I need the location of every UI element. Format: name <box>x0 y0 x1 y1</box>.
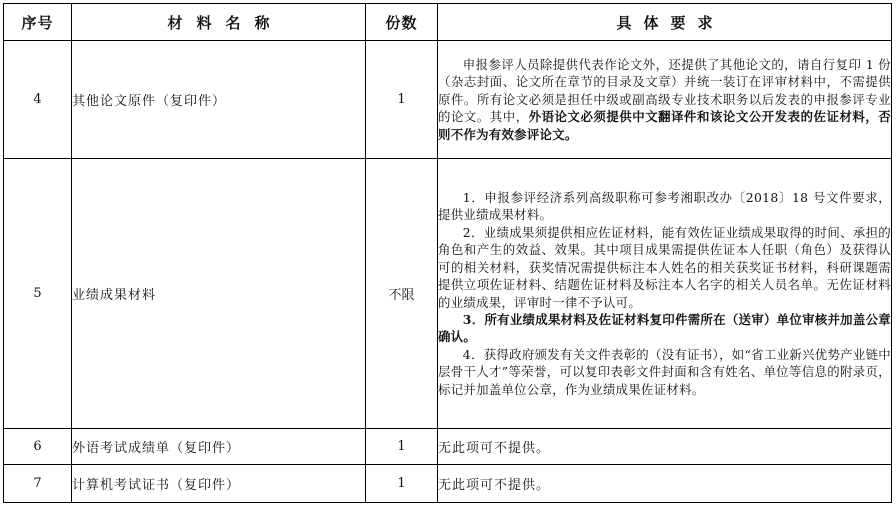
header-count: 份数 <box>366 4 438 41</box>
row-requirements: 无此项可不提供。 <box>438 429 892 465</box>
requirement-bold-text: 外语论文必须提供中文翻译件和该论文公开发表的佐证材料，否则不作为有效参评论文。 <box>438 109 891 142</box>
header-seq: 序号 <box>4 4 72 41</box>
row-seq: 6 <box>4 429 72 465</box>
requirement-bold-text: 3．所有业绩成果材料及佐证材料复印件需所在（送审）单位审核并加盖公章确认。 <box>438 311 891 345</box>
row-name: 其他论文原件（复印件） <box>72 41 366 159</box>
header-name: 材料名称 <box>72 4 366 41</box>
requirement-item-3 <box>438 311 891 346</box>
requirement-text: 申报参评人员除提供代表作论文外，还提供了其他论文的，请自行复印 1 份（杂志封面、论文所在章节的目录及文章）并统一装订在评审材料中，不需提供原件。所有论文必须是担任中级或副高级专业技术职务以后发表的申报参评专业的论文。其中， <box>438 56 891 125</box>
requirement-item-2: 2．业绩成果须提供相应佐证材料，能有效佐证业绩成果取得的时间、承担的角色和产生的效益、效果。其中项目成果需提供佐证本人任职（角色）及获得认可的相关材料，获奖情况需提供标注本人姓名的相关获奖证书材料，科研课题需提供立项佐证材料、结题佐证材料及标注本人名字的相关人员名单。无佐证材料的业绩成果，评审时一律不予认可。 <box>438 224 891 310</box>
row-count: 1 <box>366 429 438 465</box>
table-row <box>4 41 892 159</box>
row-name: 外语考试成绩单（复印件） <box>72 429 366 465</box>
requirement-item-4: 4．获得政府颁发有关文件表彰的（没有证书），如“省工业新兴优势产业链中层骨干人才”等荣誉，可以复印表彰文件封面和含有姓名、单位等信息的附录页，标记并加盖单位公章，作为业绩成果佐证材料。 <box>438 346 891 397</box>
row-count: 1 <box>366 465 438 503</box>
requirement-paragraph <box>438 56 891 143</box>
table-row <box>4 429 892 465</box>
row-count: 1 <box>366 41 438 159</box>
row-count: 不限 <box>366 159 438 429</box>
row-seq: 5 <box>4 159 72 429</box>
row-requirements <box>438 41 892 159</box>
row-requirements <box>438 159 892 429</box>
row-seq: 4 <box>4 41 72 159</box>
materials-table <box>3 3 892 503</box>
header-requirements: 具体要求 <box>438 4 892 41</box>
table-row <box>4 159 892 429</box>
row-name: 计算机考试证书（复印件） <box>72 465 366 503</box>
table-row <box>4 465 892 503</box>
row-seq: 7 <box>4 465 72 503</box>
header-row <box>4 4 892 41</box>
row-name: 业绩成果材料 <box>72 159 366 429</box>
row-requirements: 无此项可不提供。 <box>438 465 892 503</box>
requirement-item-1: 1．申报参评经济系列高级职称可参考湘职改办〔2018〕18 号文件要求，提供业绩成果材料。 <box>438 190 891 223</box>
